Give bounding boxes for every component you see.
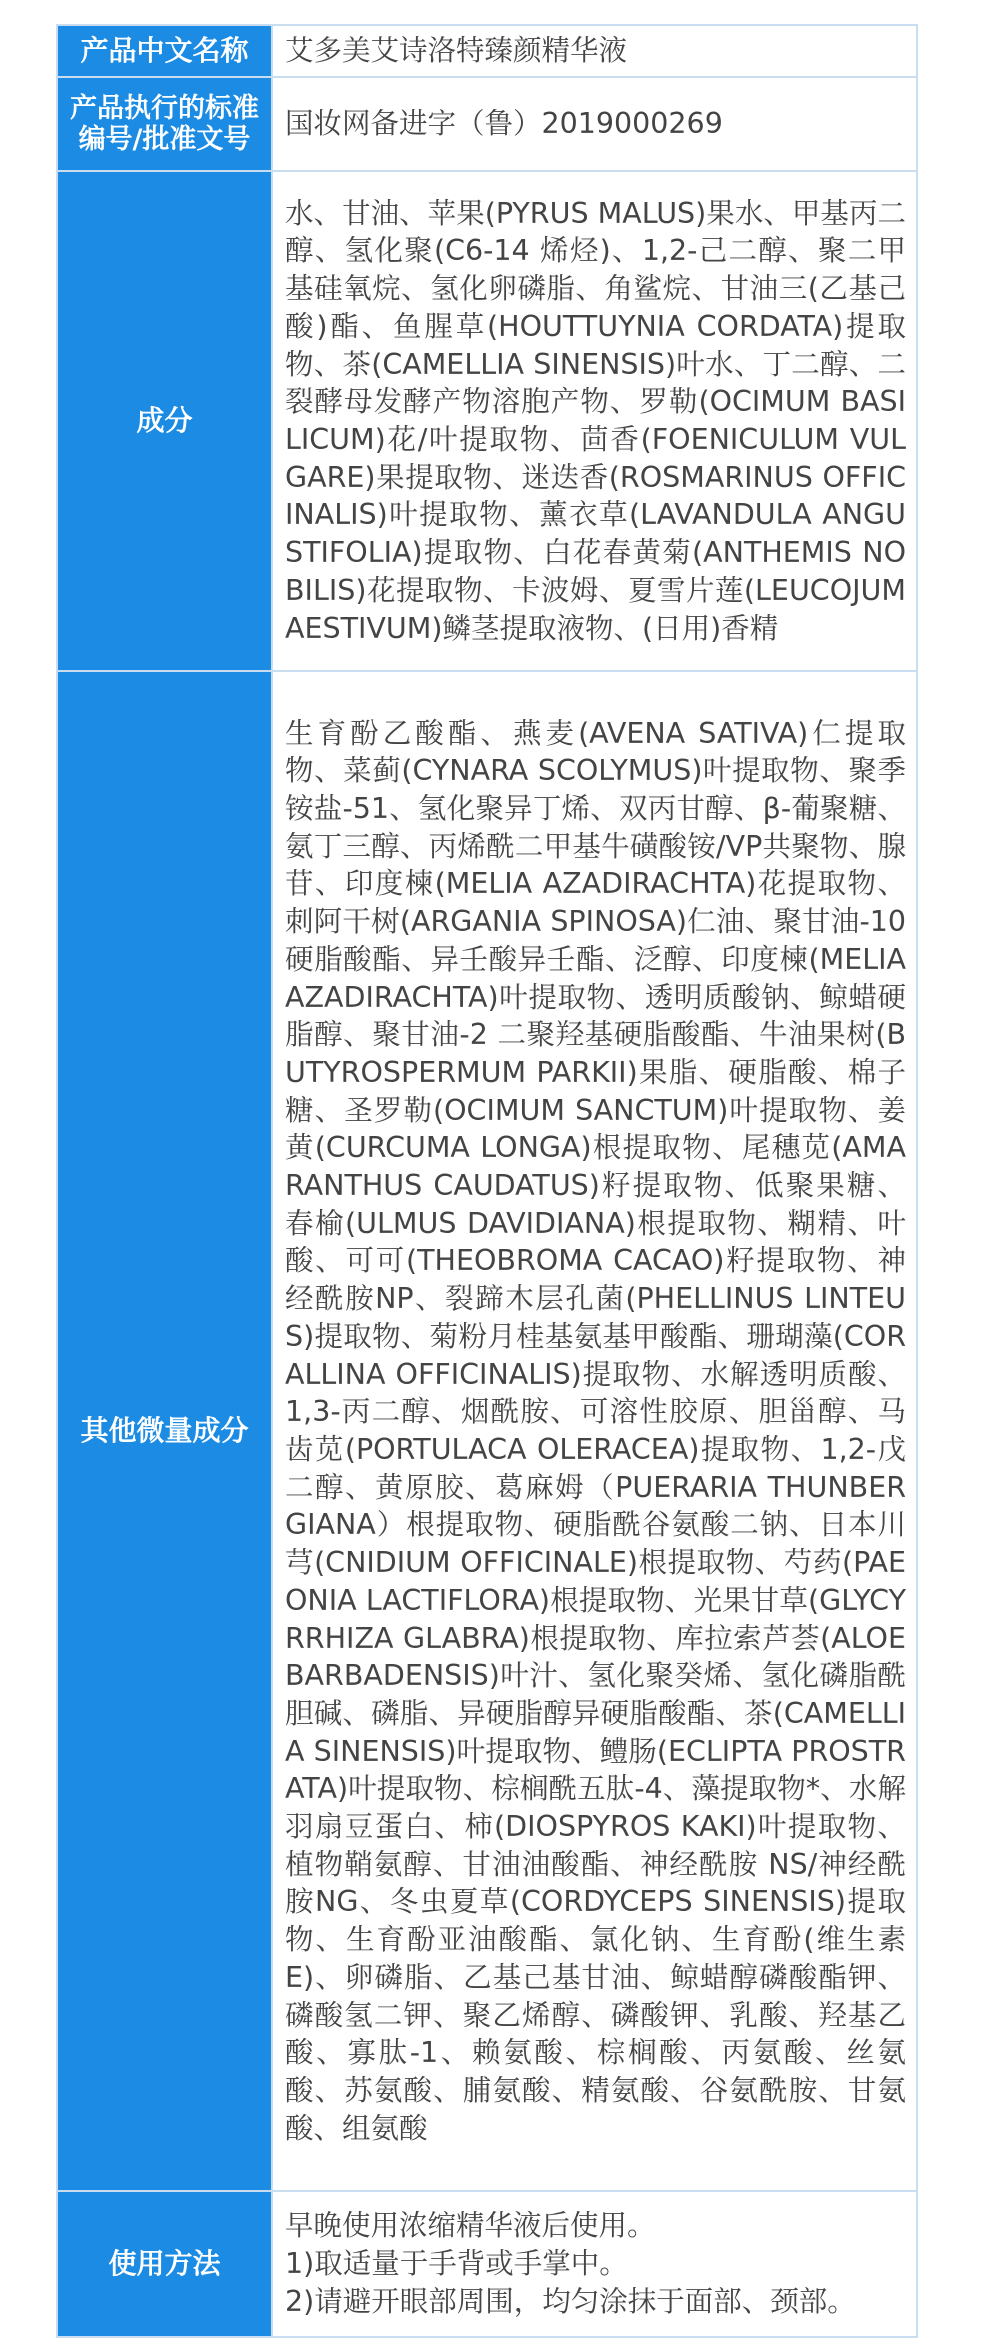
ingredients-row <box>57 171 917 671</box>
usage-row <box>57 2191 917 2337</box>
product-name-value: 艾多美艾诗洛特臻颜精华液 <box>272 25 917 77</box>
usage-line-3: 2)请避开眼部周围，均匀涂抹于面部、颈部。 <box>285 2284 856 2318</box>
minor-ingredients-row <box>57 671 917 2191</box>
standard-number-label: 产品执行的标准编号/批准文号 <box>57 77 272 171</box>
usage-line-1: 早晚使用浓缩精华液后使用。 <box>285 2209 656 2243</box>
standard-number-value: 国妆网备进字（鲁）2019000269 <box>272 77 917 171</box>
ingredients-label: 成分 <box>57 171 272 671</box>
minor-ingredients-value: 生育酚乙酸酯、燕麦(AVENA SATIVA)仁提取物、菜蓟(CYNARA SCOLYMUS)叶提取物、聚季铵盐-51、氢化聚异丁烯、双丙甘醇、β-葡聚糖、氨丁三醇、丙烯酰二甲基牛磺酸铵/VP共聚物、腺苷、印度楝(MELIA AZADIRACHTA)花提取物、刺阿干树(ARGANIA SPINOSA)仁油、聚甘油-10 硬脂酸酯、异壬酸异壬酯、泛醇、印度楝(MELIA AZADIRACHTA)叶提取物、透明质酸钠、鲸蜡硬脂醇、聚甘油-2 二聚羟基硬脂酸酯、牛油果树(BUTYROSPERMUM PARKII)果脂、硬脂酸、棉子糖、圣罗勒(OCIMUM SANCTUM)叶提取物、姜黄(CURCUMA LONGA)根提取物、尾穗苋(AMARANTHUS CAUDATUS)籽提取物、低聚果糖、春榆(ULMUS DAVIDIANA)根提取物、糊精、叶酸、可可(THEOBROMA CACAO)籽提取物、神经酰胺NP、裂蹄木层孔菌(PHELLINUS LINTEUS)提取物、菊粉月桂基氨基甲酸酯、珊瑚藻(CORALLINA OFFICINALIS)提取物、水解透明质酸、1,3-丙二醇、烟酰胺、可溶性胶原、胆甾醇、马齿苋(PORTULACA OLERACEA)提取物、1,2-戊二醇、黄原胶、葛麻姆（PUERARIA THUNBERGIANA）根提取物、硬脂酰谷氨酸二钠、日本川芎(CNIDIUM OFFICINALE)根提取物、芍药(PAEONIA LACTIFLORA)根提取物、光果甘草(GLYCYRRHIZA GLABRA)根提取物、库拉索芦荟(ALOE BARBADENSIS)叶汁、氢化聚癸烯、氢化磷脂酰胆碱、磷脂、异硬脂醇异硬脂酸酯、茶(CAMELLIA SINENSIS)叶提取物、鳢肠(ECLIPTA PROSTRATA)叶提取物、棕榈酰五肽-4、藻提取物*、水解羽扇豆蛋白、柿(DIOSPYROS KAKI)叶提取物、植物鞘氨醇、甘油油酸酯、神经酰胺 NS/神经酰胺NG、冬虫夏草(CORDYCEPS SINENSIS)提取物、生育酚亚油酸酯、氯化钠、生育酚(维生素E)、卵磷脂、乙基己基甘油、鲸蜡醇磷酸酯钾、磷酸氢二钾、聚乙烯醇、磷酸钾、乳酸、羟基乙酸、寡肽-1、赖氨酸、棕榈酸、丙氨酸、丝氨酸、苏氨酸、脯氨酸、精氨酸、谷氨酰胺、甘氨酸、组氨酸 <box>272 671 917 2191</box>
usage-line-2: 1)取适量于手背或手掌中。 <box>285 2247 628 2281</box>
product-name-label: 产品中文名称 <box>57 25 272 77</box>
ingredients-value: 水、甘油、苹果(PYRUS MALUS)果水、甲基丙二醇、氢化聚(C6-14 烯烃)、1,2-己二醇、聚二甲基硅氧烷、氢化卵磷脂、角鲨烷、甘油三(乙基己酸)酯、鱼腥草(HOUTTUYNIA CORDATA)提取物、茶(CAMELLIA SINENSIS)叶水、丁二醇、二裂酵母发酵产物溶胞产物、罗勒(OCIMUM BASILICUM)花/叶提取物、茴香(FOENICULUM VULGARE)果提取物、迷迭香(ROSMARINUS OFFICINALIS)叶提取物、薰衣草(LAVANDULA ANGUSTIFOLIA)提取物、白花春黄菊(ANTHEMIS NOBILIS)花提取物、卡波姆、夏雪片莲(LEUCOJUM AESTIVUM)鳞茎提取液物、(日用)香精 <box>272 171 917 671</box>
standard-number-row <box>57 77 917 171</box>
product-name-row <box>57 25 917 77</box>
usage-label: 使用方法 <box>57 2191 272 2337</box>
usage-value <box>272 2191 917 2337</box>
product-info-table <box>56 24 918 2338</box>
minor-ingredients-label: 其他微量成分 <box>57 671 272 2191</box>
